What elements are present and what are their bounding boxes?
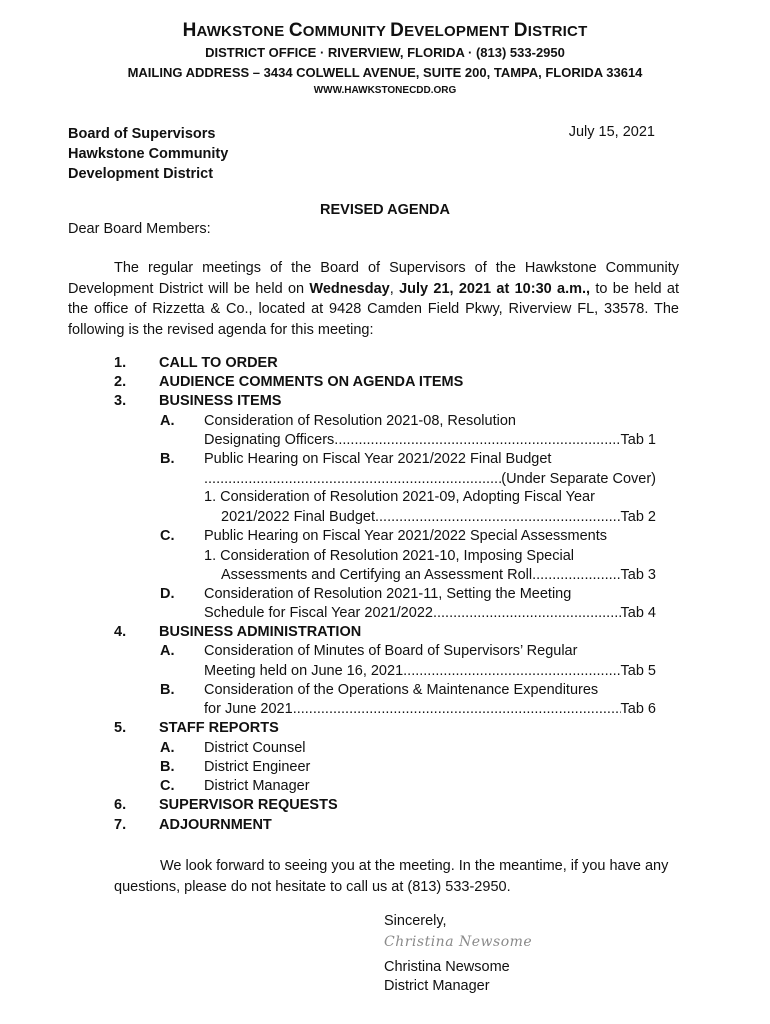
item-text: Public Hearing on Fiscal Year 2021/2022 Special Assessments [204,528,608,544]
name-part: AWKSTONE [196,23,289,40]
tab-reference: Tab 1 [620,432,656,448]
item-text: Consideration of Resolution 2021-08, Resolution [204,413,516,429]
recipient-line: Development District [68,166,214,182]
item-letter: A. [160,643,175,659]
intro-paragraph [68,258,679,340]
tab-reference: Tab 4 [620,605,656,621]
signature: Christina Newsome [384,934,533,950]
sub-item-text: Assessments and Certifying an Assessment Roll [221,567,533,583]
document-title: REVISED AGENDA [320,202,450,218]
tab-reference-row [204,663,656,679]
item-letter: A. [160,740,175,756]
item-letter: C. [160,778,175,794]
sub-item-text: 1. Consideration of Resolution 2021-09, Adopting Fiscal Year [204,489,595,505]
section-title: ADJOURNMENT [159,817,272,833]
letter-date: July 15, 2021 [568,124,655,140]
item-text: Schedule for Fiscal Year 2021/2022. [204,605,437,621]
dot-leader [334,432,620,448]
signer-name: Christina Newsome [384,959,510,975]
section-title: STAFF REPORTS [159,720,279,736]
name-part: ISTRICT [527,23,588,40]
intro-text: to be held at the office of Rizzetta & Co., located at 9428 Camden Field Pkwy, Riverview FL, 33578. The following is the revised agenda for this meeting: [68,280,680,338]
recipient-block [68,124,228,184]
salutation: Dear Board Members: [68,221,211,237]
name-initial: D [390,20,405,41]
tab-reference-row [204,471,656,487]
item-letter: B. [160,451,175,467]
item-letter: B. [160,759,175,775]
office-line: DISTRICT OFFICE · RIVERVIEW, FLORIDA · (813) 533-2950 [205,45,565,60]
section-title: BUSINESS ADMINISTRATION [159,624,362,640]
section-number: 6. [114,797,127,813]
name-initial: C [288,20,303,41]
item-letter: C. [160,528,175,544]
dot-leader [293,701,621,717]
item-text: Consideration of the Operations & Maintenance Expenditures [204,682,599,698]
item-letter: D. [160,586,175,602]
tab-reference-row [221,509,656,525]
section-title: SUPERVISOR REQUESTS [159,797,338,813]
item-text: Consideration of Minutes of Board of Supervisors’ Regular [204,643,578,659]
item-text: Meeting held on June 16, 2021 [204,663,404,679]
section-title: CALL TO ORDER [159,355,278,371]
mailing-address: MAILING ADDRESS – 3434 COLWELL AVENUE, SUITE 200, TAMPA, FLORIDA 33614 [127,65,643,80]
recipient-line: Board of Supervisors [68,126,216,142]
sub-item-text: 2021/2022 Final Budget [221,509,375,525]
section-number: 1. [114,355,127,371]
sub-item-text: 1. Consideration of Resolution 2021-10, Imposing Special [204,548,574,564]
recipient-line: Hawkstone Community [68,146,229,162]
item-text: for June 2021 [204,701,293,717]
district-name [0,20,770,42]
item-text: District Counsel [204,740,306,756]
website-link[interactable]: WWW.HAWKSTONECDD.ORG [313,85,457,96]
item-text: Consideration of Resolution 2021-11, Setting the Meeting [204,586,572,602]
item-text: Designating Officers [204,432,335,448]
closing-paragraph: We look forward to seeing you at the meeting. In the meantime, if you have any questions, please do not hesitate to call us at (813) 533-2950. [114,858,669,895]
item-text: Public Hearing on Fiscal Year 2021/2022 Final Budget [204,451,552,467]
dot-leader [437,605,621,621]
section-number: 3. [114,393,127,409]
intro-text: , [389,280,400,297]
intro-text: The regular meetings of the Board of Supervisors of the Hawkstone Community Development District will be held on [68,260,679,297]
item-letter: B. [160,682,175,698]
tab-reference-row [221,567,656,583]
item-text: District Manager [204,778,310,794]
tab-reference-row [204,701,656,717]
item-text: District Engineer [204,759,311,775]
signer-title: District Manager [384,978,490,994]
tab-reference-row [204,432,656,448]
tab-reference: Tab 2 [620,509,656,525]
valediction: Sincerely, [384,913,447,929]
tab-reference: Tab 5 [620,663,656,679]
section-number: 7. [114,817,127,833]
tab-reference: Tab 6 [620,701,656,717]
meeting-day: Wednesday [309,280,390,297]
name-part: OMMUNITY [302,23,391,40]
dot-leader [403,663,620,679]
dot-leader [375,509,621,525]
dot-leader [204,471,501,487]
tab-reference-row [204,605,656,621]
section-number: 5. [114,720,127,736]
dot-leader [532,567,620,583]
tab-reference: Tab 3 [620,567,656,583]
meeting-datetime: July 21, 2021 at 10:30 a.m., [399,280,591,297]
tab-reference: (Under Separate Cover) [501,471,656,487]
name-part: EVELOPMENT [404,23,514,40]
item-letter: A. [160,413,175,429]
section-number: 2. [114,374,127,390]
name-initial: D [513,20,528,41]
name-initial: H [182,20,197,41]
section-number: 4. [114,624,127,640]
section-title: AUDIENCE COMMENTS ON AGENDA ITEMS [159,374,464,390]
section-title: BUSINESS ITEMS [159,393,282,409]
